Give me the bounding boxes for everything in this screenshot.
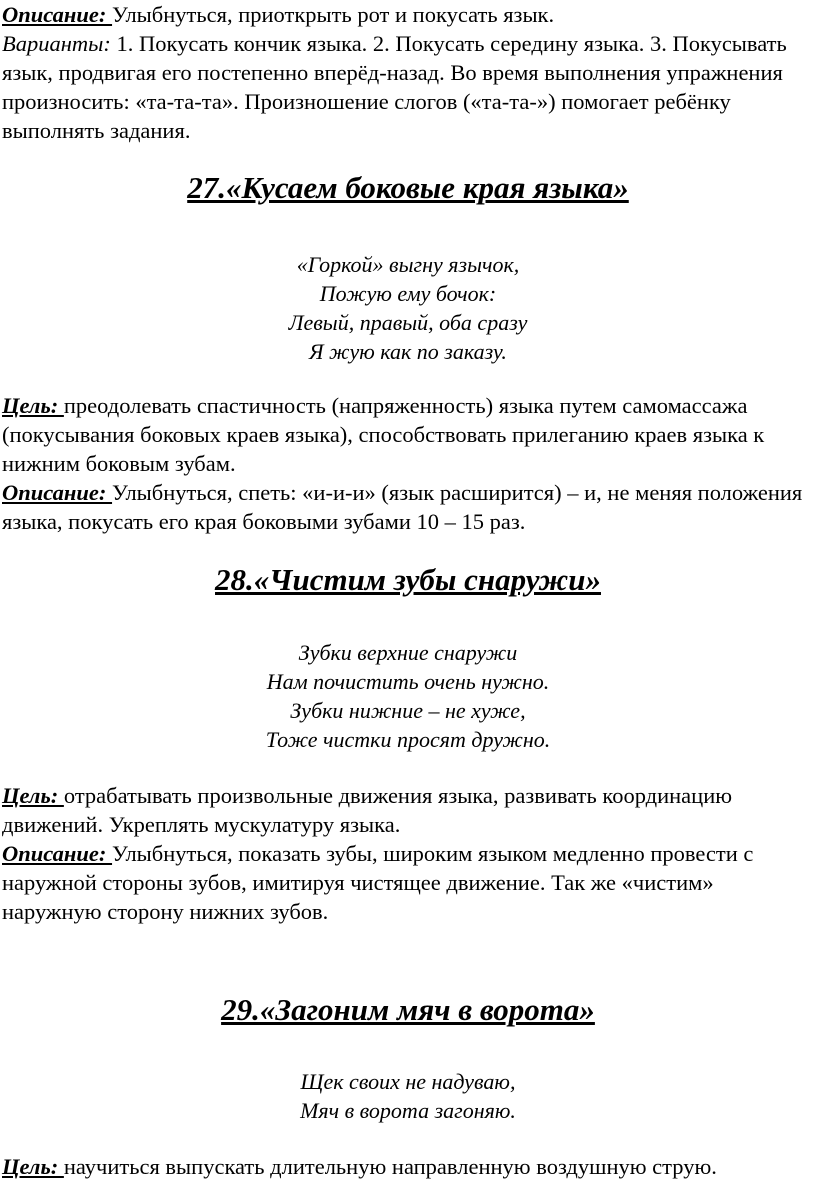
poem-line: Я жую как по заказу. <box>309 339 507 364</box>
exercise-28-description <box>2 839 814 926</box>
description-label: Описание: <box>2 480 113 505</box>
exercise-29-title: 29.«Загоним мяч в ворота» <box>221 992 595 1027</box>
exercise-28-goal <box>2 781 814 839</box>
poem-line: Мяч в ворота загоняю. <box>300 1098 516 1123</box>
poem-line: Левый, правый, оба сразу <box>288 310 528 335</box>
description-text: Улыбнуться, показать зубы, широким языком медленно провести с наружной стороны зубов, имитируя чистящее движение. Так же «чистим» наружную сторону нижних зубов. <box>2 841 754 924</box>
intro-description-text: Улыбнуться, приоткрыть рот и покусать язык. <box>112 2 555 27</box>
exercise-27-poem <box>0 250 816 366</box>
goal-text: научиться выпускать длительную направленную воздушную струю. <box>63 1154 717 1179</box>
exercise-29-goal <box>2 1152 814 1181</box>
intro-description-label: Описание: <box>2 2 113 27</box>
exercise-27-goal <box>2 391 814 478</box>
poem-line: Тоже чистки просят дружно. <box>265 727 551 752</box>
description-label: Описание: <box>2 841 113 866</box>
exercise-28-poem <box>0 638 816 754</box>
goal-label: Цель: <box>2 783 64 808</box>
goal-text: преодолевать спастичность (напряженность) языка путем самомассажа (покусывания боковых краев языка), способствовать прилеганию краев языка к нижним боковым зубам. <box>2 393 765 476</box>
goal-label: Цель: <box>2 393 64 418</box>
exercise-28-title: 28.«Чистим зубы снаружи» <box>215 562 601 597</box>
poem-line: Нам почистить очень нужно. <box>266 669 550 694</box>
poem-line: Зубки верхние снаружи <box>298 640 518 665</box>
exercise-29-poem <box>0 1067 816 1125</box>
exercise-27-description <box>2 478 814 536</box>
exercise-27-title: 27.«Кусаем боковые края языка» <box>187 170 629 205</box>
intro-variants-label: Варианты: <box>2 31 111 56</box>
poem-line: Зубки нижние – не хуже, <box>290 698 526 723</box>
goal-text: отрабатывать произвольные движения языка, развивать координацию движений. Укреплять мускулатуру языка. <box>2 783 733 837</box>
poem-line: Пожую ему бочок: <box>319 281 497 306</box>
poem-line: «Горкой» выгну язычок, <box>296 252 520 277</box>
poem-line: Щек своих не надуваю, <box>300 1069 516 1094</box>
intro-paragraph <box>2 0 814 145</box>
goal-label: Цель: <box>2 1154 64 1179</box>
intro-variants-text: 1. Покусать кончик языка. 2. Покусать середину языка. 3. Покусывать язык, продвигая его постепенно вперёд-назад. Во время выполнения упражнения произносить: «та-та-та». Произношение слогов («та-та-») помогает ребёнку выполнять задания. <box>2 31 787 143</box>
description-text: Улыбнуться, спеть: «и-и-и» (язык расширится) – и, не меняя положения языка, покусать его края боковыми зубами 10 – 15 раз. <box>2 480 803 534</box>
